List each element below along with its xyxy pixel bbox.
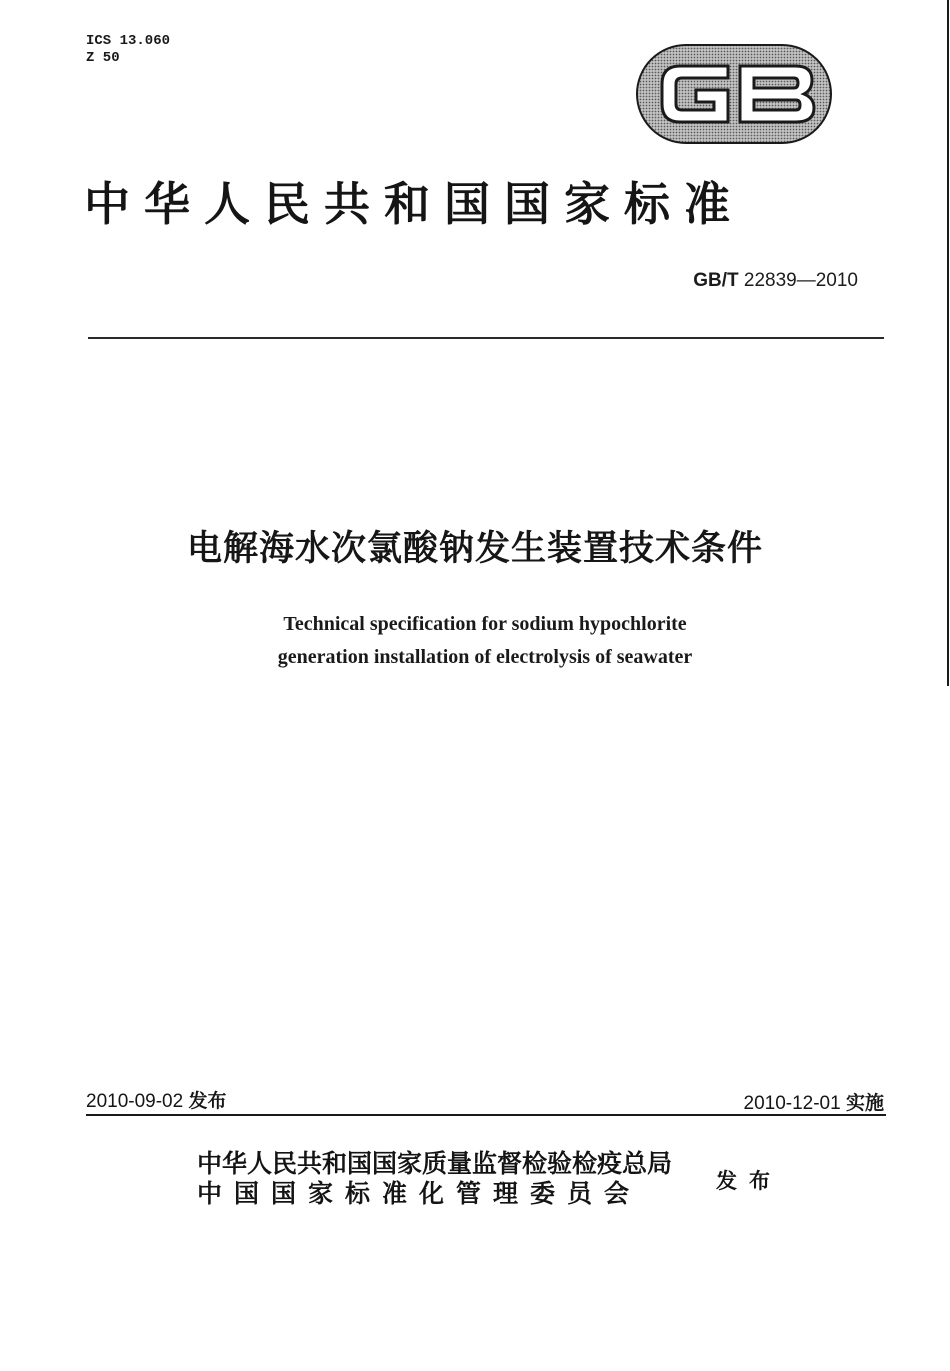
implementation-date <box>744 1088 885 1115</box>
document-title-zh: 电解海水次氯酸钠发生装置技术条件 <box>186 529 763 569</box>
document-title-en-line2: generation installation of electrolysis of seawater <box>277 646 693 668</box>
gb-logo-icon <box>636 44 832 144</box>
implementation-date-value: 2010-12-01 <box>743 1093 841 1114</box>
publish-label: 发布 <box>716 1168 782 1193</box>
standard-code-number: 22839—2010 <box>743 270 858 291</box>
page-edge-rule <box>947 0 949 686</box>
ics-classification <box>86 33 170 67</box>
document-title-en-line1: Technical specification for sodium hypochlorite <box>283 613 687 635</box>
issue-date-value: 2010-09-02 <box>86 1091 184 1112</box>
issue-date <box>86 1086 227 1113</box>
issuer-sac: 中国国家标准化管理委员会 <box>197 1179 642 1208</box>
header-divider <box>88 337 884 339</box>
issuer-aqsiq: 中华人民共和国国家质量监督检验检疫总局 <box>197 1149 673 1178</box>
implementation-date-label: 实施 <box>845 1092 884 1114</box>
standard-code-prefix: GB/T <box>693 270 739 291</box>
ccs-code: Z 50 <box>86 50 120 66</box>
footer-divider <box>86 1114 886 1116</box>
national-standard-title: 中华人民共和国国家标准 <box>84 177 744 231</box>
standard-code <box>693 270 858 292</box>
ics-code: ICS 13.060 <box>86 33 171 49</box>
issue-date-label: 发布 <box>188 1090 227 1112</box>
